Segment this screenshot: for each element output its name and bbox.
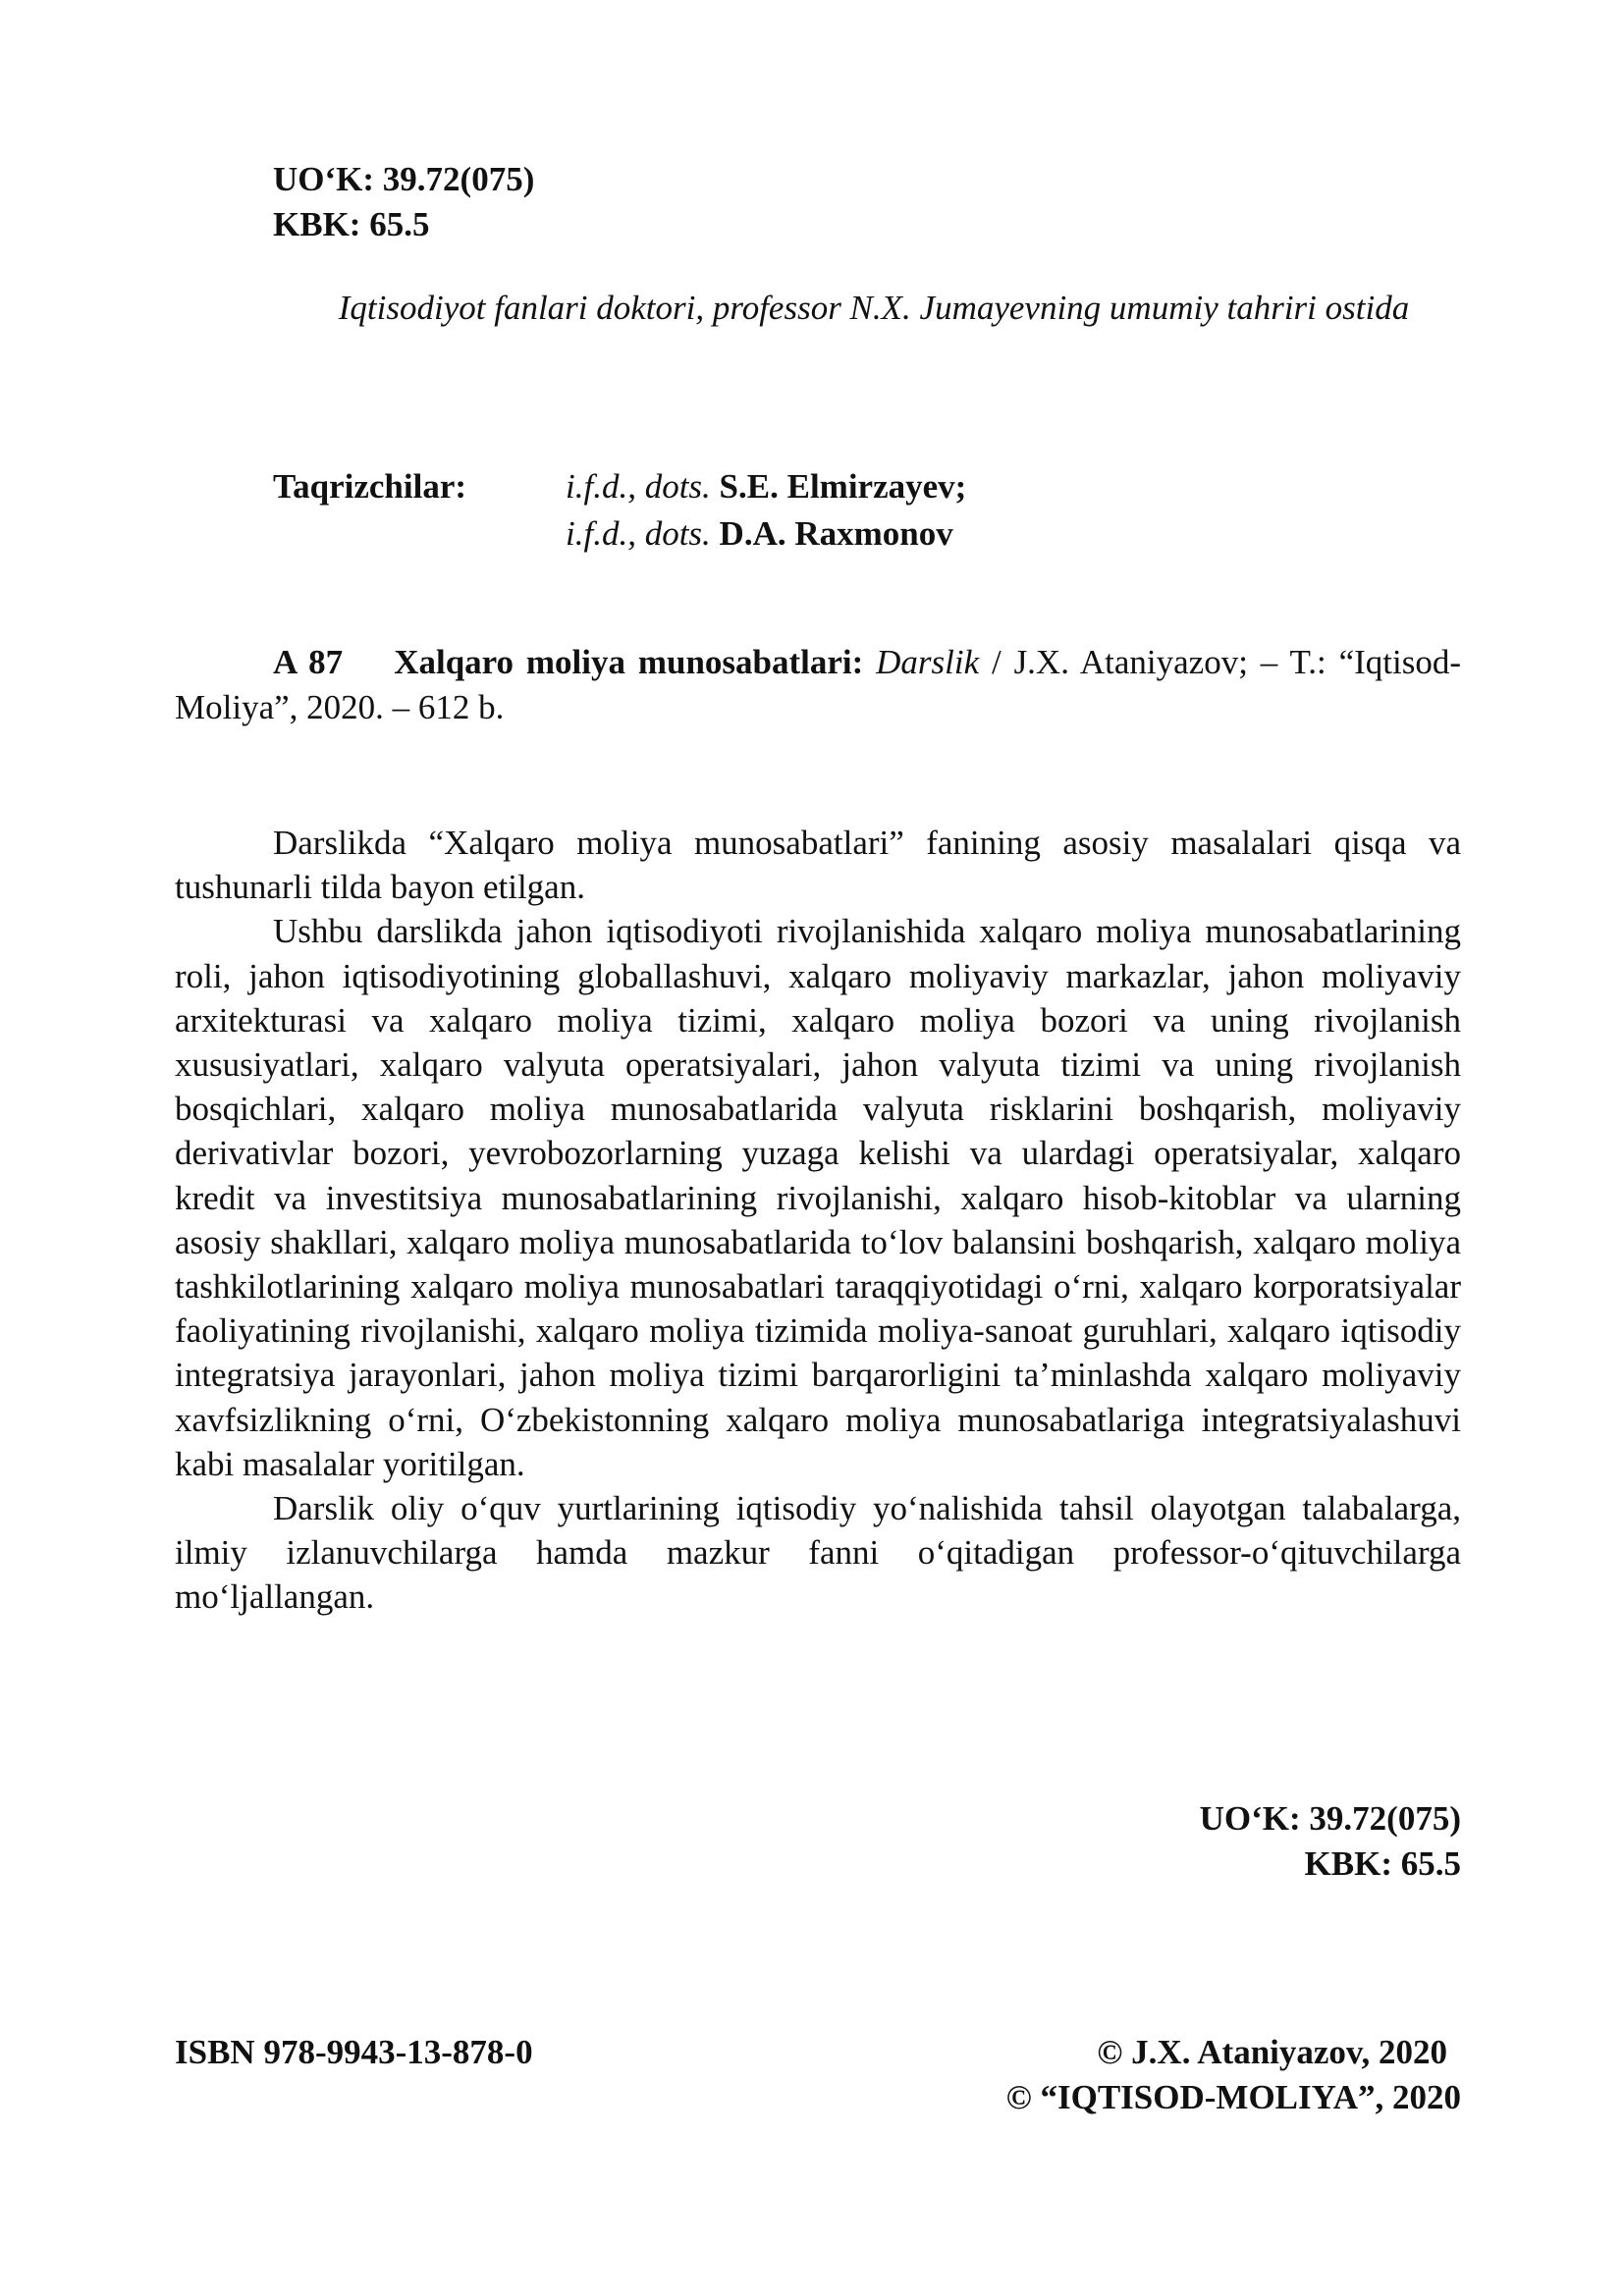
abstract-paragraph: Darslik oliy o‘quv yurtlarining iqtisodiy yo‘nalishida tahsil olayotgan talabalarga, ilmiy izlanuvchilarga hamda mazkur fanni o‘qitadigan professor-o‘qituvchilarga mo‘ljallangan. — [175, 1489, 1461, 1617]
footer-uok-code: UO‘K: 39.72(075) — [1199, 1799, 1461, 1838]
reviewer-entry — [566, 510, 966, 558]
header-uok-code: UO‘K: 39.72(075) — [273, 160, 535, 198]
bibliographic-entry — [175, 640, 1461, 730]
abstract — [175, 821, 1461, 1620]
abstract-paragraph: Ushbu darslikda jahon iqtisodiyoti rivojlanishida xalqaro moliya munosabatlarining roli, jahon iqtisodiyotining globallashuvi, xalqaro moliyaviy markazlar, jahon moliyaviy arxitekturasi va xalqaro moliya tizimi, xalqaro moliya bozori va uning rivojlanish xususiyatlari, xalqaro valyuta operatsiyalari, jahon valyuta tizimi va uning rivojlanish bosqichlari, xalqaro moliya munosabatlarida valyuta risklarini boshqarish, moliyaviy derivativlar bozori, yevrobozorlarning yuzaga kelishi va ulardagi operatsiyalar, xalqaro kredit va investitsiya munosabatlarining rivojlanishi, xalqaro hisob-kitoblar va ularning asosiy shakllari, xalqaro moliya munosabatlarida to‘lov balansini boshqarish, xalqaro moliya tashkilotlarining xalqaro moliya munosabatlari taraqqiyotidagi o‘rni, xalqaro korporatsiyalar faoliyatining rivojlanishi, xalqaro moliya tizimida moliya-sanoat guruhlari, xalqaro iqtisodiy integratsiya jarayonlari, jahon moliya tizimi barqarorligini ta’minlashda xalqaro moliyaviy xavfsizlikning o‘rni, O‘zbekistonning xalqaro moliya munosabatlariga integratsiyalashuvi kabi masalalar yoritilgan. — [175, 912, 1461, 1483]
abstract-paragraph: Darslikda “Xalqaro moliya munosabatlari” fanining asosiy masalalari qisqa va tushunarli tilda bayon etilgan. — [175, 824, 1461, 907]
header-kbk-code: KBK: 65.5 — [273, 205, 430, 243]
reviewers-list — [566, 463, 966, 558]
reviewer-entry — [566, 463, 966, 510]
isbn-number: ISBN 978-9943-13-878-0 — [175, 2033, 533, 2071]
reviewer-title: i.f.d., dots. — [566, 467, 711, 506]
catalog-code: A 87 — [273, 643, 344, 681]
footer-kbk-code: KBK: 65.5 — [1304, 1844, 1461, 1883]
book-title: Xalqaro moliya munosabatlari: — [394, 643, 864, 681]
footer-classification-codes — [1200, 1796, 1461, 1887]
reviewer-title: i.f.d., dots. — [566, 514, 711, 553]
reviewer-name: D.A. Raxmonov — [719, 514, 953, 553]
header-classification-codes — [273, 157, 534, 247]
book-type: Darslik — [876, 643, 980, 681]
editor-note: Iqtisodiyot fanlari doktori, professor N.X. Jumayevning umumiy tahriri ostida — [338, 289, 1410, 327]
reviewer-name: S.E. Elmirzayev; — [719, 467, 967, 506]
copyright-author: © J.X. Ataniyazov, 2020 — [1097, 2033, 1447, 2071]
publication-details: / J.X. Ataniyazov; – T.: “Iqtisod-Moliya”, 2020. – 612 b. — [175, 643, 1461, 726]
copyright-block — [1006, 2030, 1461, 2120]
reviewers-label: Taqrizchilar: — [273, 467, 467, 506]
copyright-publisher: © “IQTISOD-MOLIYA”, 2020 — [1005, 2078, 1461, 2116]
